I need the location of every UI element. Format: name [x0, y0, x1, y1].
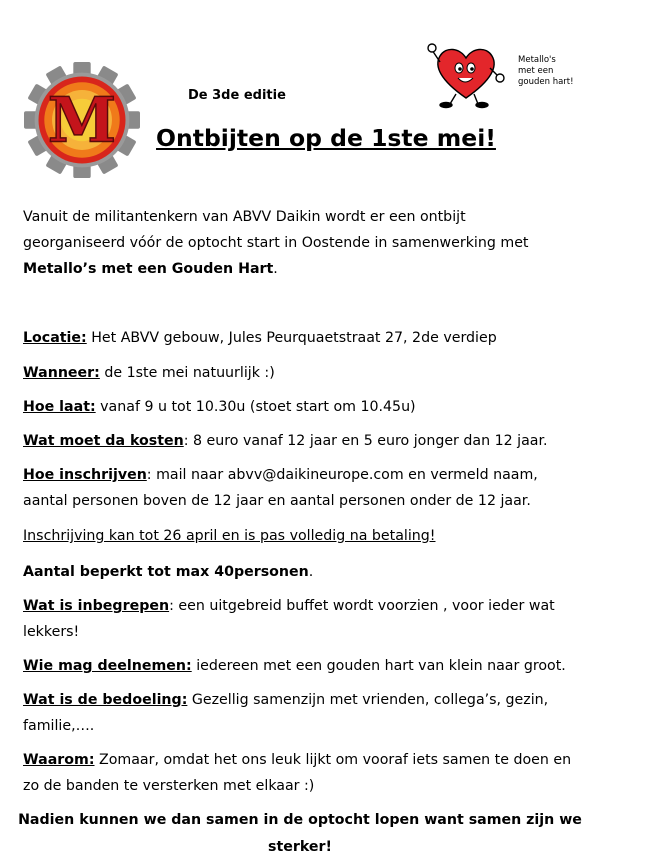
item-wanneer — [23, 361, 275, 385]
intro-tail: . — [273, 261, 278, 277]
item-locatie — [23, 326, 497, 350]
aantal-bold: Aantal beperkt tot max 40personen — [23, 564, 309, 580]
item-label: Waarom: — [23, 752, 95, 768]
item-inschrijven — [23, 463, 538, 487]
item-label: Wanneer: — [23, 365, 100, 381]
item-text: : een uitgebreid buffet wordt voorzien , voor ieder wat — [169, 598, 555, 614]
item-bedoeling — [23, 688, 548, 712]
item-kosten — [23, 429, 548, 453]
page-title: Ontbijten op de 1ste mei! — [156, 124, 496, 152]
item-text: Het ABVV gebouw, Jules Peurquaetstraat 27, 2de verdiep — [86, 330, 497, 346]
closing-line-2: sterker! — [268, 839, 332, 855]
logo-text-2: met een — [518, 66, 554, 76]
item-waarom — [23, 748, 571, 772]
item-text: Zomaar, omdat het ons leuk lijkt om vooraf iets samen te doen en — [94, 752, 572, 768]
item-text: : mail naar abvv@daikineurope.com en vermeld naam, — [146, 467, 538, 483]
item-deelnemen — [23, 654, 566, 678]
item-text: iedereen met een gouden hart van klein naar groot. — [191, 658, 566, 674]
closing-statement — [0, 807, 600, 861]
item-text: de 1ste mei natuurlijk :) — [99, 365, 275, 381]
intro-partner: Metallo’s met een Gouden Hart — [23, 261, 274, 277]
intro-line-2: georganiseerd vóór de optocht start in Oostende in samenwerking met — [23, 235, 529, 251]
item-text: : 8 euro vanaf 12 jaar en 5 euro jonger dan 12 jaar. — [183, 433, 548, 449]
item-inbegrepen-line-2: lekkers! — [23, 624, 80, 640]
item-label: Wat is de bedoeling: — [23, 692, 188, 708]
intro-line-3 — [23, 257, 278, 281]
item-label: Hoe laat: — [23, 399, 96, 415]
item-bedoeling-line-2: familie,…. — [23, 718, 95, 734]
item-text: Gezellig samenzijn met vrienden, collega’s, gezin, — [187, 692, 549, 708]
item-waarom-line-2: zo de banden te versterken met elkaar :) — [23, 778, 315, 794]
logo-text-1: Metallo's — [518, 55, 556, 65]
item-inbegrepen — [23, 594, 555, 618]
logo-letter: M — [47, 83, 117, 157]
aantal-tail: . — [308, 564, 314, 580]
edition-label: De 3de editie — [188, 88, 286, 103]
closing-line-1: Nadien kunnen we dan samen in de optocht lopen want samen zijn we — [18, 812, 582, 828]
heart-mascot-logo — [426, 40, 574, 108]
logo-text-3: gouden hart! — [518, 77, 574, 87]
intro-line-1: Vanuit de militantenkern van ABVV Daikin wordt er een ontbijt — [23, 209, 466, 225]
registration-deadline: Inschrijving kan tot 26 april en is pas volledig na betaling! — [23, 528, 436, 544]
item-label: Wie mag deelnemen: — [23, 658, 192, 674]
item-hoe-laat — [23, 395, 416, 419]
item-label: Hoe inschrijven — [23, 467, 147, 483]
item-inschrijven-line-2: aantal personen boven de 12 jaar en aantal personen onder de 12 jaar. — [23, 493, 531, 509]
item-text: vanaf 9 u tot 10.30u (stoet start om 10.45u) — [95, 399, 416, 415]
item-label: Wat moet da kosten — [23, 433, 184, 449]
item-label: Locatie: — [23, 330, 87, 346]
metallo-gear-logo — [24, 62, 140, 178]
item-aantal — [23, 560, 313, 584]
item-label: Wat is inbegrepen — [23, 598, 170, 614]
